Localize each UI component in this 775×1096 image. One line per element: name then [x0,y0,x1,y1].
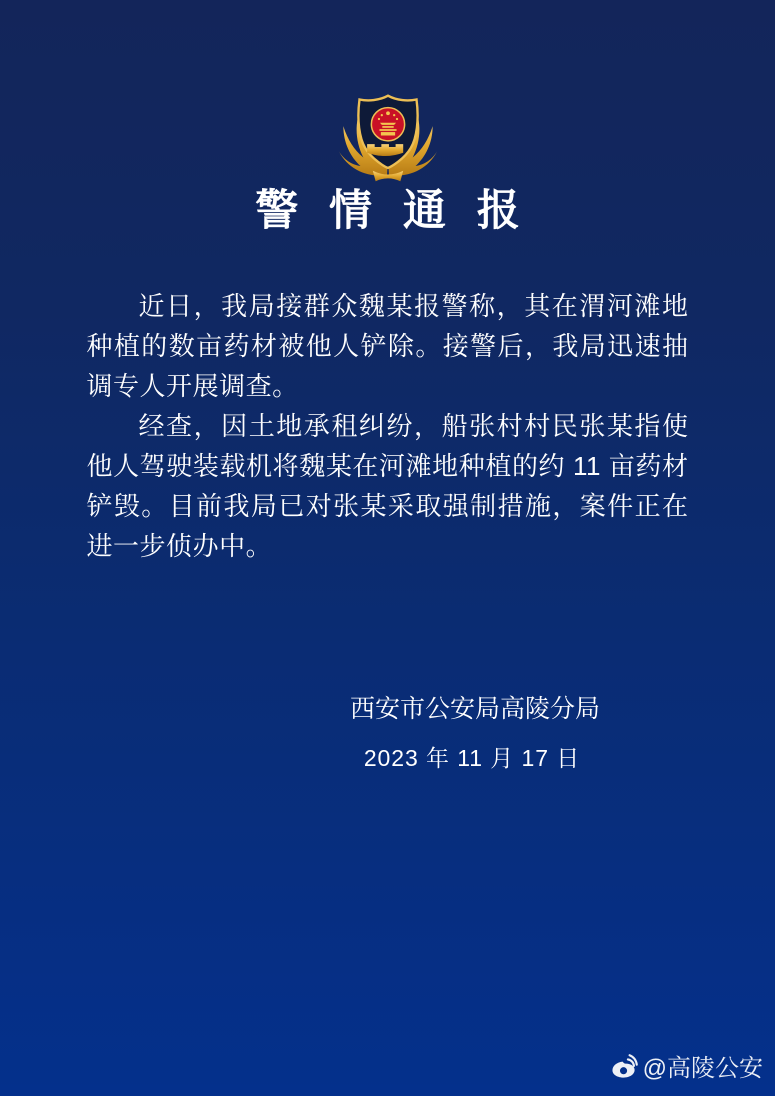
signature-block [350,694,601,773]
notice-paragraph-2: 经查，因土地承租纠纷，船张村村民张某指使他人驾驶装载机将魏某在河滩地种植的约 11 亩药材铲毁。目前我局已对张某采取强制措施，案件正在进一步侦办中。 [86,411,689,562]
notice-body [87,286,689,566]
issue-date: 2023 年 11 月 17 日 [363,745,581,772]
police-emblem-icon [331,90,445,185]
watermark-handle: @高陵公安 [642,1055,763,1082]
notice-title: 警 情 通 报 [255,187,530,235]
notice-paragraph-1: 近日，我局接群众魏某报警称，其在渭河滩地种植的数亩药材被他人铲除。接警后，我局迅速抽调专人开展调查。 [86,291,689,402]
weibo-watermark [611,1048,763,1083]
issuing-authority: 西安市公安局高陵分局 [350,695,601,724]
weibo-icon [611,1053,638,1079]
